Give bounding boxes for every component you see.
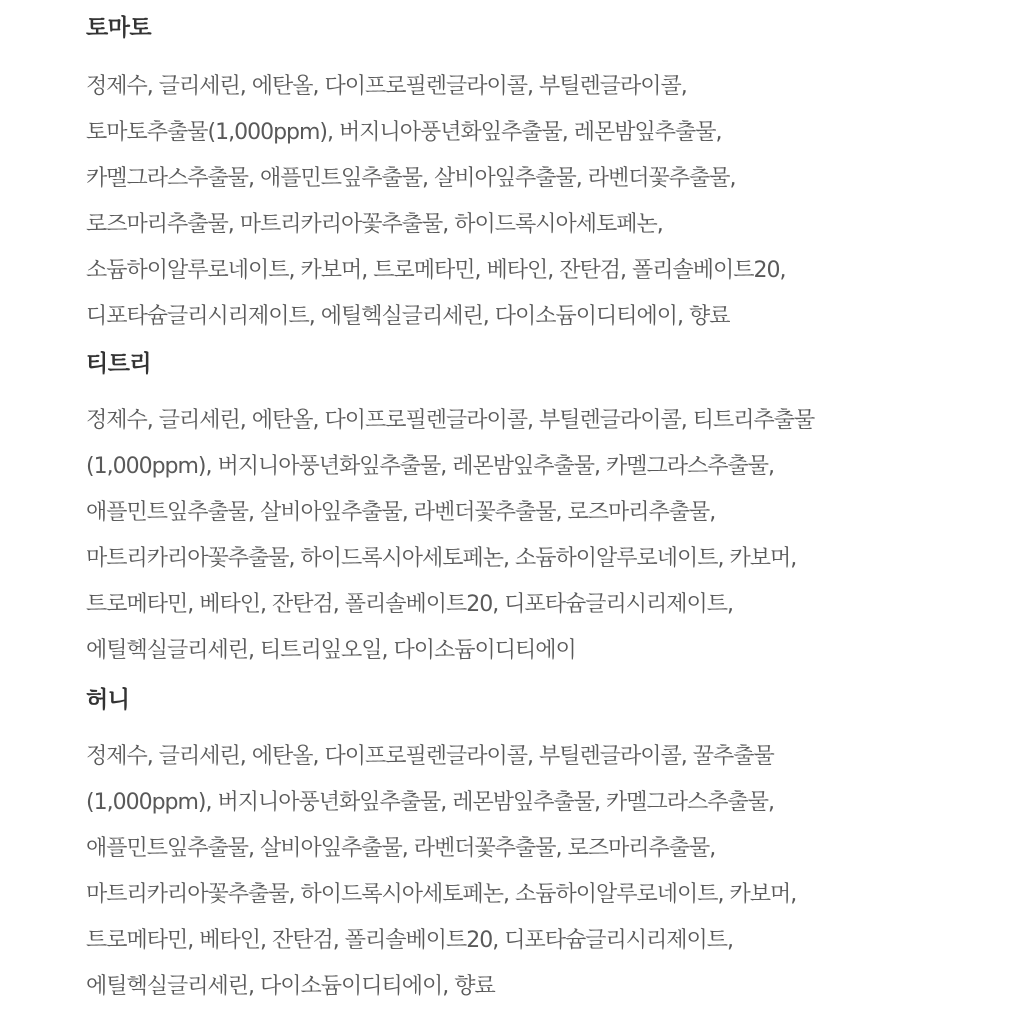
ingredient-list: [86, 734, 796, 1010]
ingredient-line: 애플민트잎추출물, 살비아잎추출물, 라벤더꽃추출물, 로즈마리추출물,: [86, 836, 716, 861]
ingredient-line: 정제수, 글리세린, 에탄올, 다이프로필렌글라이콜, 부틸렌글라이콜,: [86, 74, 687, 99]
section-title: 티트리: [86, 351, 152, 377]
ingredient-line: 트로메타민, 베타인, 잔탄검, 폴리솔베이트20, 디포타슘글리시리제이트,: [86, 592, 733, 617]
ingredient-line: 정제수, 글리세린, 에탄올, 다이프로필렌글라이콜, 부틸렌글라이콜, 티트리추출물: [86, 408, 815, 433]
ingredient-line: 로즈마리추출물, 마트리카리아꽃추출물, 하이드록시아세토페논,: [86, 212, 663, 237]
ingredient-line: 정제수, 글리세린, 에탄올, 다이프로필렌글라이콜, 부틸렌글라이콜, 꿀추출물: [86, 744, 774, 769]
section-honey: [86, 684, 796, 1010]
ingredient-line: 소듐하이알루로네이트, 카보머, 트로메타민, 베타인, 잔탄검, 폴리솔베이트20,: [86, 258, 786, 283]
ingredient-list: [86, 64, 785, 340]
ingredient-line: 에틸헥실글리세린, 티트리잎오일, 다이소듐이디티에이: [86, 638, 576, 663]
ingredient-line: 에틸헥실글리세린, 다이소듐이디티에이, 향료: [86, 974, 495, 999]
ingredient-line: 마트리카리아꽃추출물, 하이드록시아세토페논, 소듐하이알루로네이트, 카보머,: [86, 882, 797, 907]
ingredient-line: 카멜그라스추출물, 애플민트잎추출물, 살비아잎추출물, 라벤더꽃추출물,: [86, 166, 736, 191]
ingredient-line: 마트리카리아꽃추출물, 하이드록시아세토페논, 소듐하이알루로네이트, 카보머,: [86, 546, 797, 571]
ingredient-line: 트로메타민, 베타인, 잔탄검, 폴리솔베이트20, 디포타슘글리시리제이트,: [86, 928, 733, 953]
ingredient-line: 애플민트잎추출물, 살비아잎추출물, 라벤더꽃추출물, 로즈마리추출물,: [86, 500, 716, 525]
ingredient-line: 디포타슘글리시리제이트, 에틸헥실글리세린, 다이소듐이디티에이, 향료: [86, 304, 730, 329]
ingredient-line: 토마토추출물(1,000ppm), 버지니아풍년화잎추출물, 레몬밤잎추출물,: [86, 120, 722, 145]
ingredient-line: (1,000ppm), 버지니아풍년화잎추출물, 레몬밤잎추출물, 카멜그라스추출물,: [86, 790, 775, 815]
section-title: 허니: [86, 687, 130, 713]
section-teatree: [86, 348, 814, 674]
section-title: 토마토: [86, 15, 152, 41]
ingredient-list: [86, 398, 814, 674]
section-tomato: [86, 12, 785, 340]
ingredient-line: (1,000ppm), 버지니아풍년화잎추출물, 레몬밤잎추출물, 카멜그라스추출물,: [86, 454, 775, 479]
